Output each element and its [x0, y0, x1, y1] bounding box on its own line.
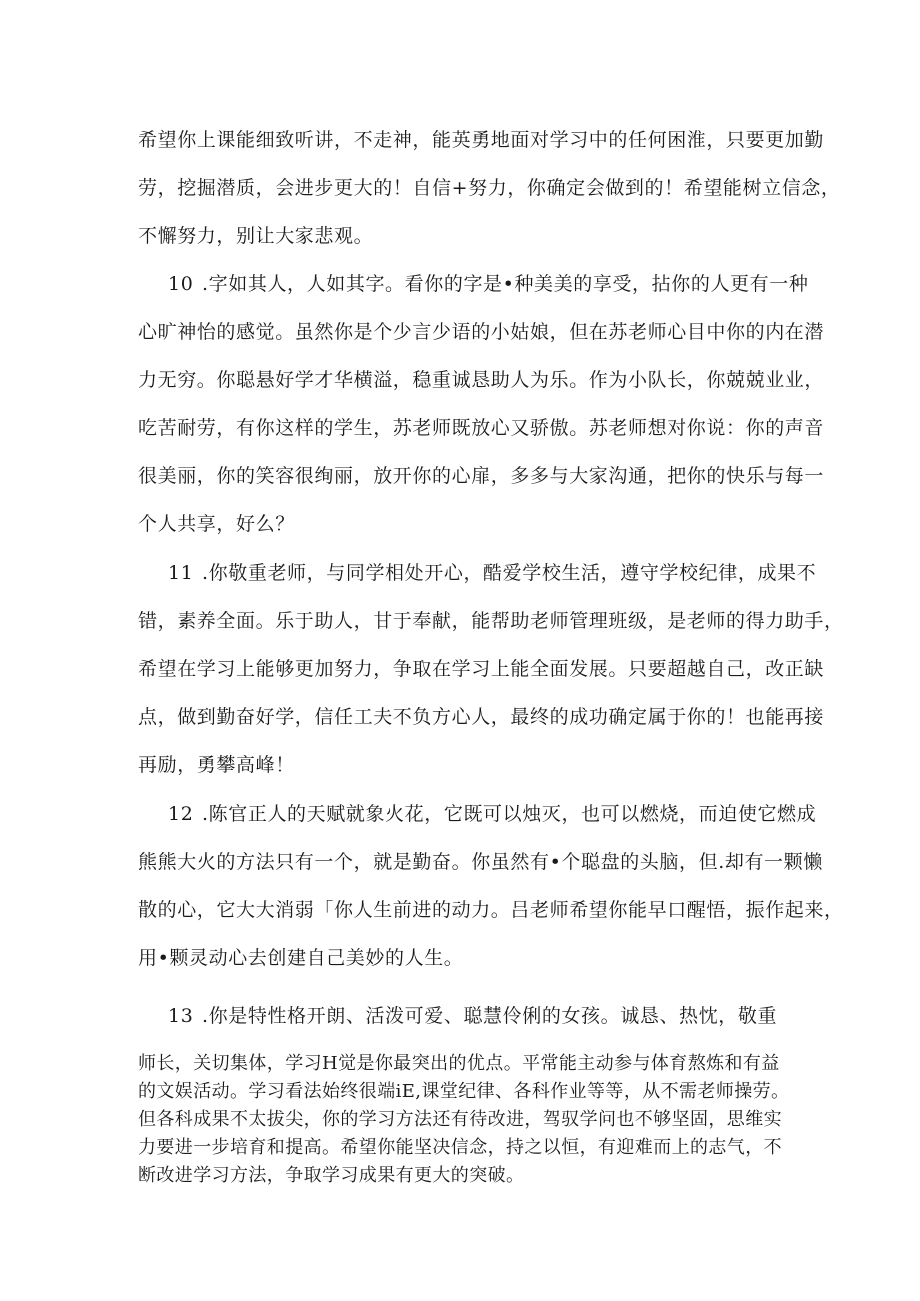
text-line: 力要进一步培育和提高。希望你能坚决信念，持之以恒，有迎难而上的志气，不 [138, 1137, 782, 1158]
text-line-first [168, 272, 808, 296]
text-line: 错，素养全面。乐于助人，甘于奉献，能帮助老师管理班级，是老师的得力助手， [138, 610, 844, 632]
text-line: 熊熊大火的方法只有一个，就是勤奋。你虽然有•个聪盘的头脑，但.却有一颗懒 [138, 851, 823, 873]
text-span: .字如其人，人如其字。看你的字是•种美美的享受，拈你的人更有一种 [202, 273, 809, 295]
text-line: 希望你上课能细致听讲，不走神，能英勇地面对学习中的任何困淮，只要更加勤 [138, 129, 825, 151]
text-line: 但各科成果不太拔尖，你的学习方法还有待改进，驾驭学问也不够坚固，思维实 [138, 1109, 782, 1130]
text-line: 吃苦耐劳，有你这样的学生，苏老师既放心又骄傲。苏老师想对你说：你的声音 [138, 417, 825, 439]
text-line: 的文娱活动。学习看法始终很端iE,课堂纪律、各科作业等等，从不需老师操劳。 [138, 1081, 790, 1102]
text-line-first [168, 802, 816, 826]
text-line: 希望在学习上能够更加努力，争取在学习上能全面发展。只要超越自己，改正缺 [138, 658, 825, 680]
text-line: 再励，勇攀高峰！ [138, 754, 295, 776]
text-line: 很美丽，你的笑容很绚丽，放开你的心扉，多多与大家沟通，把你的快乐与每一 [138, 465, 825, 487]
item-number: 10 [168, 273, 194, 295]
text-line: 个人共享，好么？ [138, 513, 295, 535]
text-line: 不懈努力，别让大家悲观。 [138, 225, 374, 247]
text-line: 心旷神怡的感觉。虽然你是个少言少语的小姑娘，但在苏老师心目中你的内在潜 [138, 321, 825, 343]
item-number: 13 [168, 1005, 194, 1027]
text-line-first [168, 1004, 777, 1028]
text-line-first [168, 561, 816, 585]
text-span: .你是特性格开朗、活泼可爱、聪慧伶俐的女孩。诚恳、热忱，敬重 [202, 1005, 778, 1027]
text-span: .陈官正人的天赋就象火花，它既可以烛灭，也可以燃烧，而迫使它燃成 [202, 803, 817, 825]
text-span: .你敬重老师，与同学相处开心，酷爱学校生活，遵守学校纪律，成果不 [202, 562, 817, 584]
text-line: 用•颗灵动心去创建自己美妙的人生。 [138, 947, 464, 969]
text-line: 散的心，它大大消弱「你人生前进的动力。吕老师希望你能早口醒悟，振作起来， [138, 899, 844, 921]
text-line: 师长，关切集体，学习H觉是你最突出的优点。平常能主动参与体育熬炼和有益 [138, 1053, 780, 1074]
text-line: 力无穷。你聪悬好学才华横溢，稳重诚恳助人为乐。作为小队长，你兢兢业业， [138, 369, 825, 391]
text-line: 点，做到勤奋好学，信任工夫不负方心人，最终的成功确定属于你的！也能再接 [138, 706, 825, 728]
text-line: 劳，挖掘潜质，会进步更大的！自信+努力，你确定会做到的！希望能树立信念， [138, 177, 841, 199]
text-line: 断改进学习方法，争取学习成果有更大的突破。 [138, 1165, 525, 1186]
item-number: 11 [168, 562, 194, 584]
item-number: 12 [168, 803, 194, 825]
